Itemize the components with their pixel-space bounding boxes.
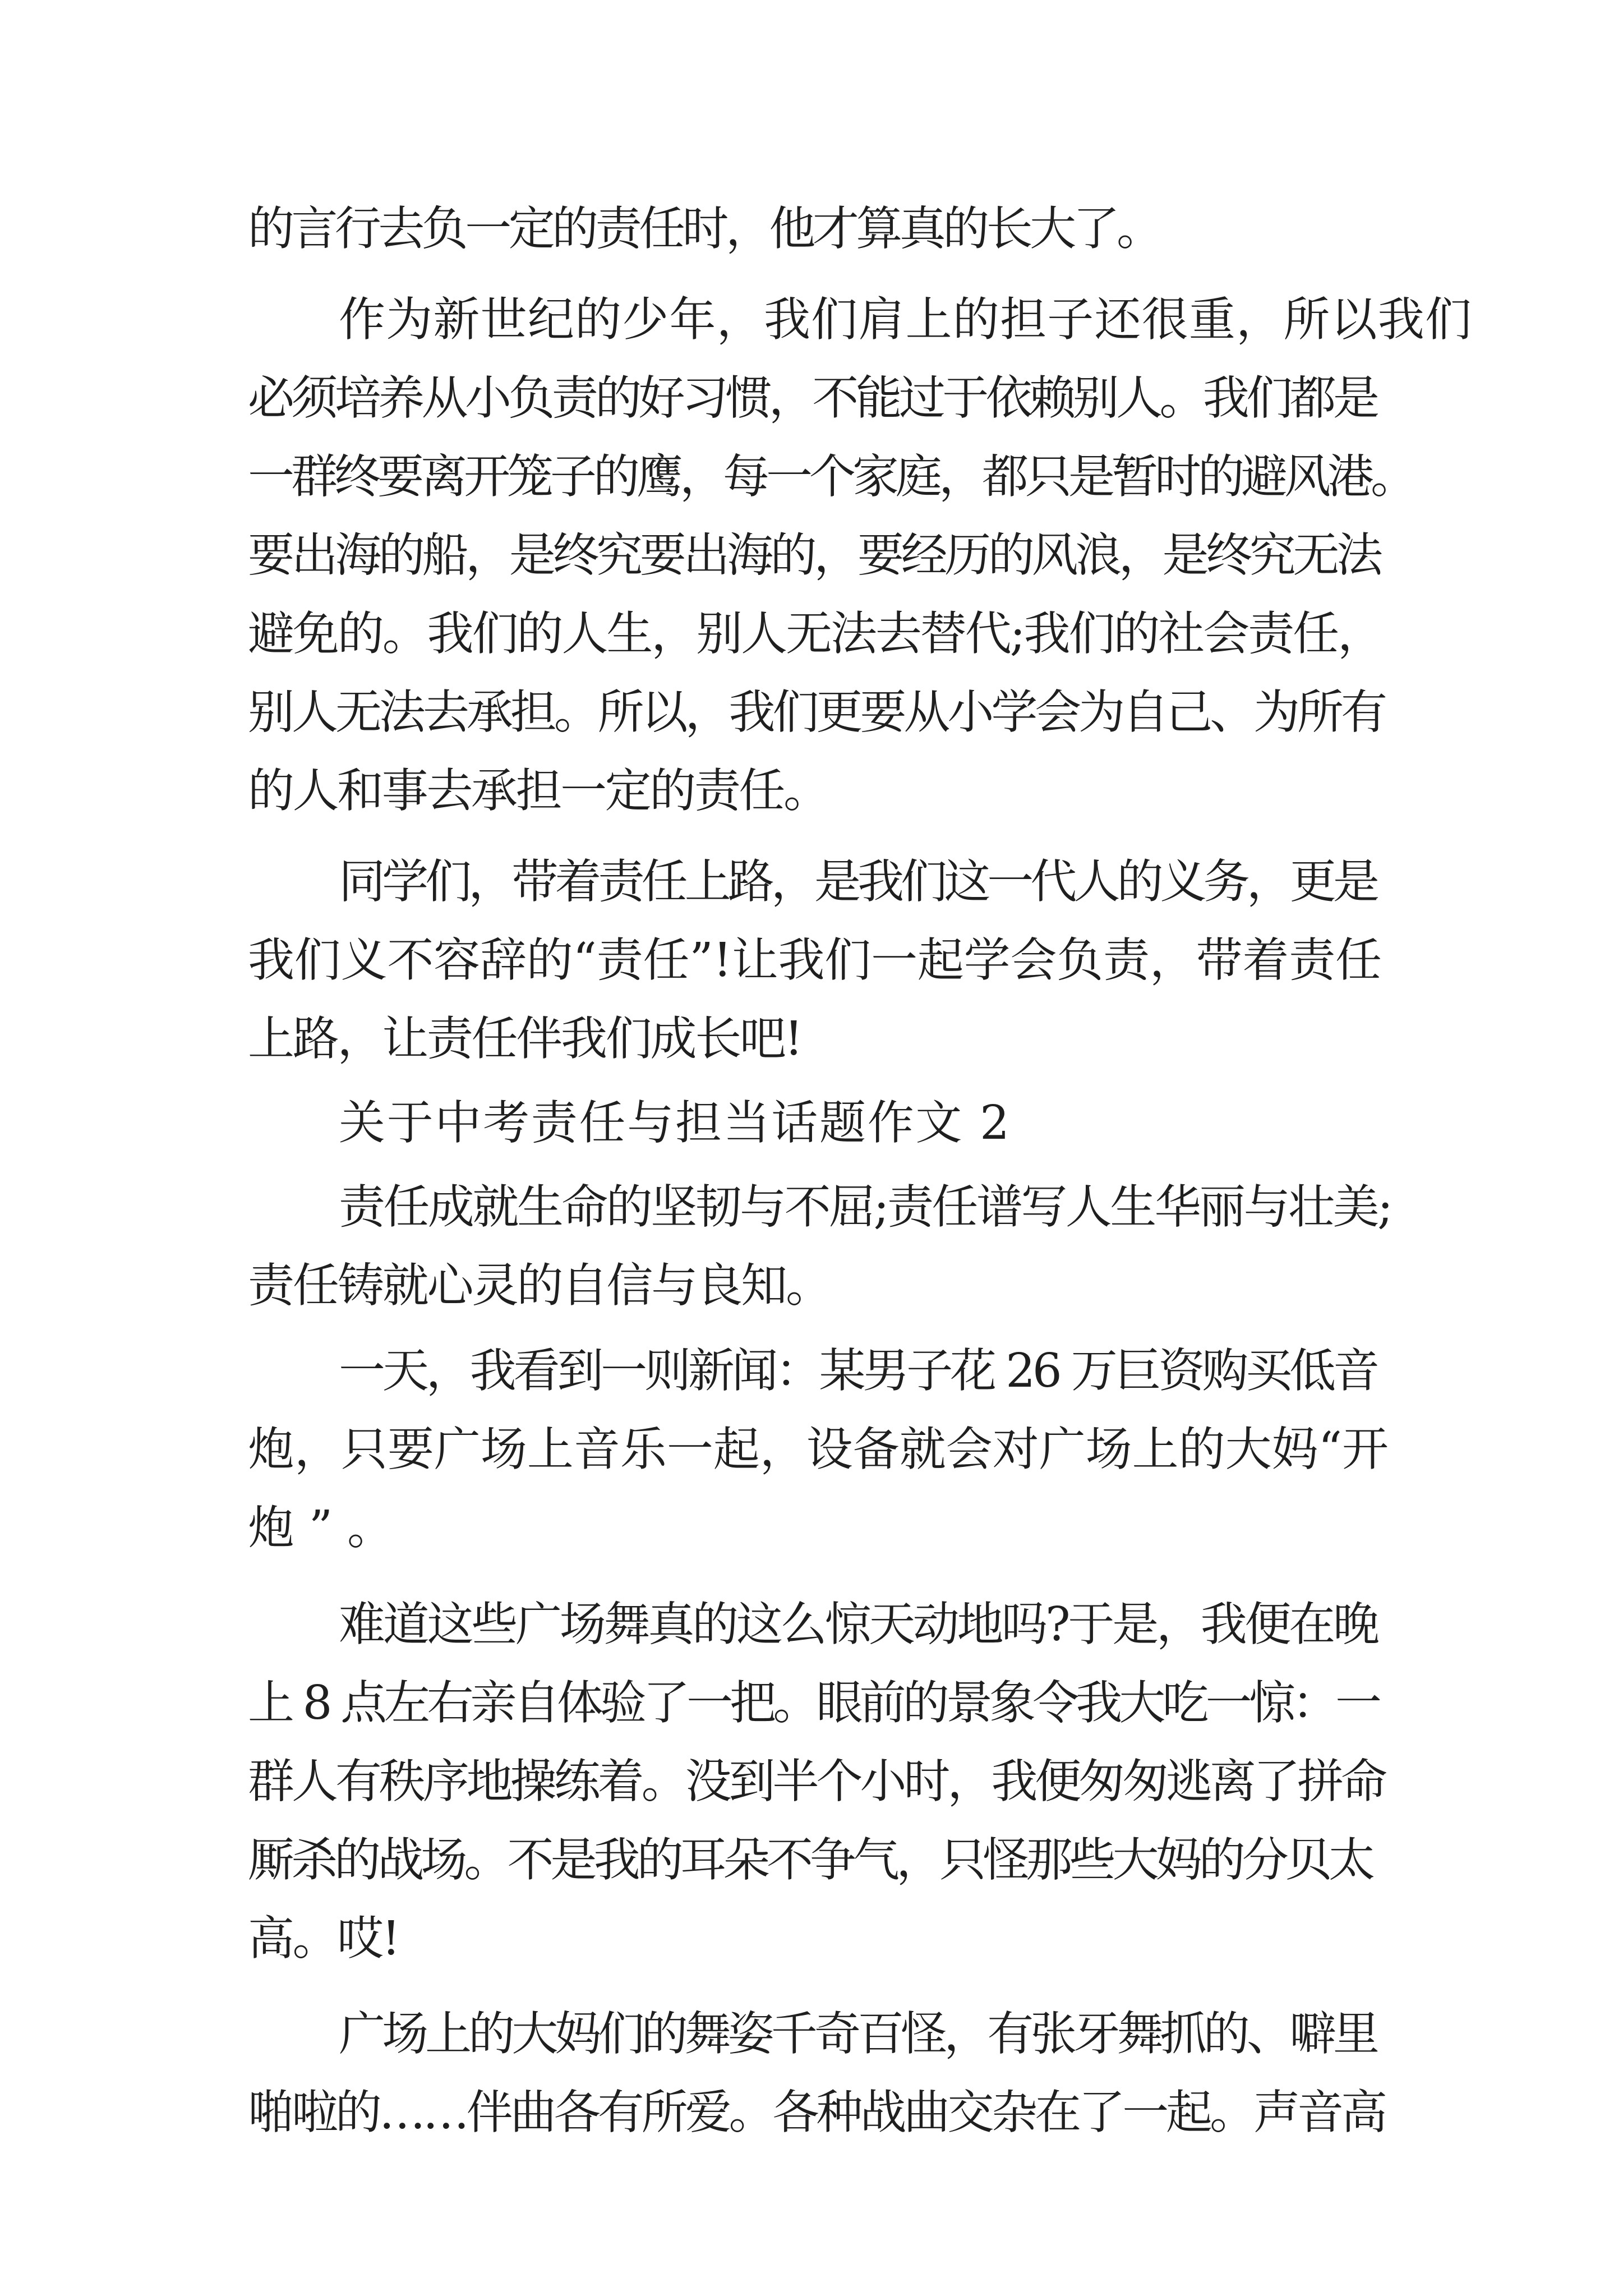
text-line: 的人和事去承担一定的责任。 — [248, 763, 828, 818]
text-line: 高。哎! — [248, 1911, 399, 1966]
text-line: 炮”。 — [248, 1501, 408, 1555]
text-line: 避免的。我们的人生，别人无法去替代;我们的社会责任， — [248, 606, 1382, 661]
text-line: 难道这些广场舞真的这么惊天动地吗?于是，我便在晚 — [339, 1597, 1377, 1651]
text-line: 上路，让责任伴我们成长吧! — [248, 1011, 801, 1066]
text-line: 我们义不容辞的“责任”!让我们一起学会负责，带着责任 — [248, 933, 1382, 987]
text-line: 要出海的船，是终究要出海的，要经历的风浪，是终究无法 — [248, 528, 1380, 582]
text-line: 上 8 点左右亲自体验了一把。眼前的景象令我大吃一惊：一 — [248, 1676, 1379, 1730]
text-line: 责任铸就心灵的自信与良知。 — [248, 1258, 831, 1313]
text-line: 责任成就生命的坚韧与不屈;责任谱写人生华丽与壮美; — [339, 1180, 1391, 1234]
text-line: 别人无法去承担。所以，我们更要从小学会为自己、为所有 — [248, 685, 1385, 739]
text-line: 作为新世纪的少年，我们肩上的担子还很重，所以我们 — [339, 292, 1473, 347]
text-line: 一天，我看到一则新闻：某男子花 26 万巨资购买低音 — [339, 1343, 1377, 1398]
text-line: 一群终要离开笼子的鹰，每一个家庭，都只是暂时的避风港。 — [248, 449, 1414, 504]
text-line: 的言行去负一定的责任时，他才算真的长大了。 — [248, 201, 1160, 256]
text-line: 炮，只要广场上音乐一起，设备就会对广场上的大妈“开 — [248, 1422, 1389, 1476]
text-line: 同学们，带着责任上路，是我们这一代人的义务，更是 — [339, 854, 1377, 909]
text-line: 群人有秩序地操练着。没到半个小时，我便匆匆逃离了拼命 — [248, 1754, 1385, 1809]
text-line: 广场上的大妈们的舞姿千奇百怪，有张牙舞抓的、噼里 — [339, 2007, 1377, 2061]
text-line: 厮杀的战场。不是我的耳朵不争气，只怪那些大妈的分贝太 — [248, 1833, 1372, 1887]
text-line: 啪啦的……伴曲各有所爱。各种战曲交杂在了一起。声音高 — [248, 2085, 1385, 2139]
section-title: 关于中考责任与担当话题作文 2 — [339, 1096, 1011, 1150]
text-line: 必须培养从小负责的好习惯，不能过于依赖别人。我们都是 — [248, 371, 1377, 425]
